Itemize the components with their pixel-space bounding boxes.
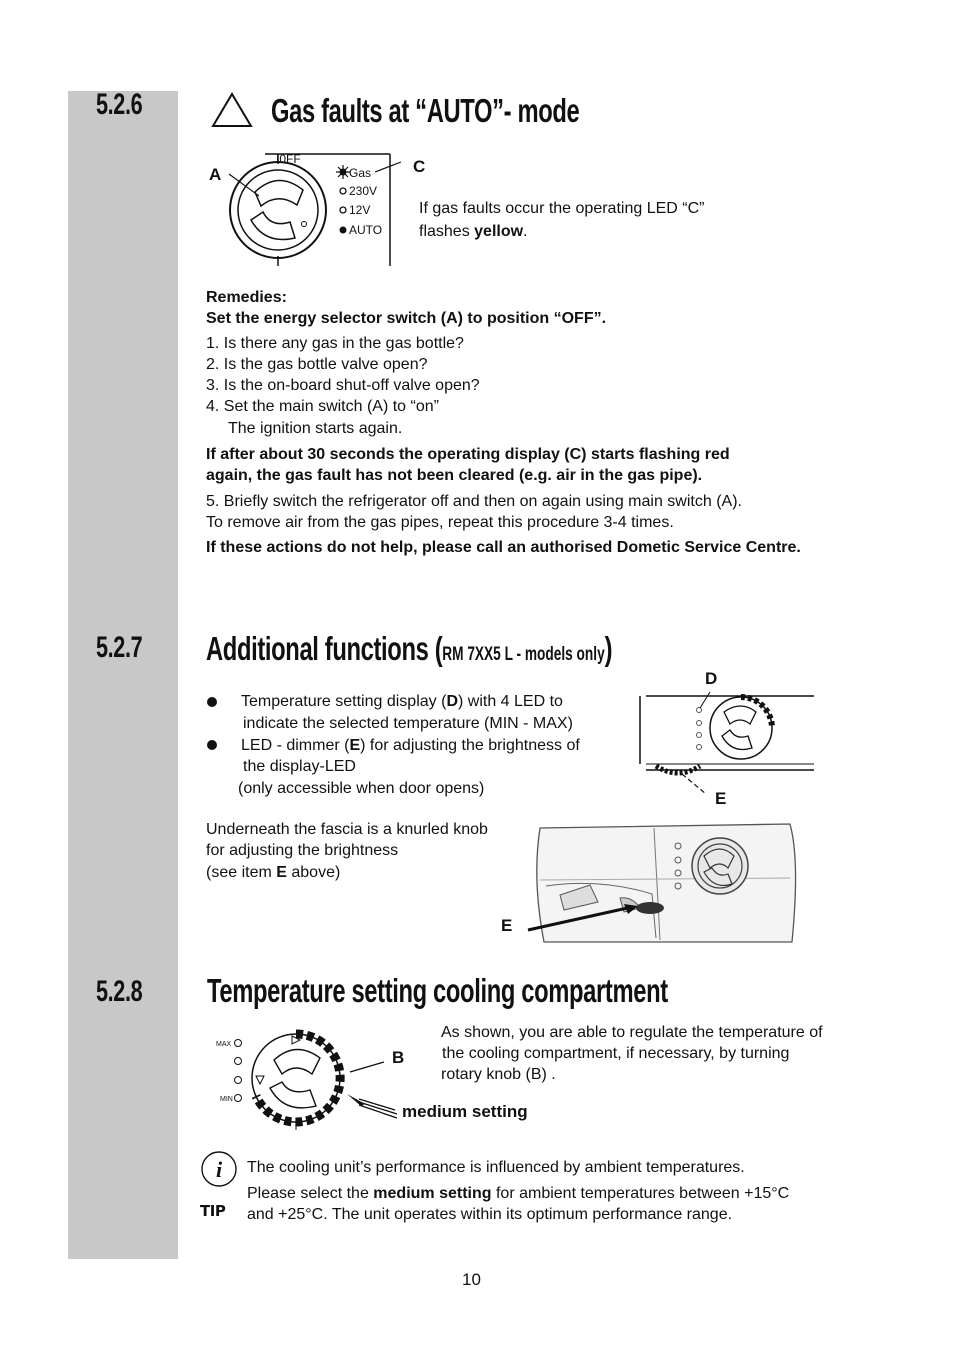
dial-desc-1: As shown, you are able to regulate the temperature of [441,1024,823,1041]
remedies-heading: Remedies: [206,289,287,306]
info-icon [200,1150,238,1188]
dial-desc-3: rotary knob (B) . [441,1066,556,1083]
led-text-2: flashes yellow. [419,223,528,240]
section-number-528: 5.2.8 [96,975,143,1008]
display-dimmer-diagram [638,690,818,795]
control-panel-diagram [205,150,435,270]
label-e-2: E [501,916,513,935]
section-number-527: 5.2.7 [96,631,143,664]
warning-triangle-icon [211,92,253,128]
warning-line-2: again, the gas fault has not been cleared (e.g. air in the gas pipe). [206,467,703,484]
step-5: 5. Briefly switch the refrigerator off and then on again using main switch (A). [206,493,742,510]
knob-text-1: Underneath the fascia is a knurled knob [206,821,488,838]
led-text-1: If gas faults occur the operating LED “C” [419,200,705,217]
warning-line-1: If after about 30 seconds the operating display (C) starts flashing red [206,446,730,463]
label-c: C [413,157,426,176]
dial-min-label: MIN [220,1096,233,1103]
bullet-2-line-2: the display-LED [243,758,356,775]
off-marker: I0FF [276,152,301,166]
section-title-527: Additional functions (RM 7XX5 L - models only) [206,630,613,667]
fascia-knob-illustration [520,820,805,950]
knob-text-3: (see item E above) [206,864,341,881]
step-5b: To remove air from the gas pipes, repeat this procedure 3-4 times. [206,514,674,531]
tip-text-2: Please select the medium setting for ambient temperatures between +15°C [247,1185,790,1202]
label-a: A [209,165,222,184]
v12-label: 12V [349,203,371,217]
step-4: 4. Set the main switch (A) to “on” [206,398,439,415]
bullet-dot-2 [207,740,217,750]
step-4-note: The ignition starts again. [228,420,403,437]
bullet-2-line-3: (only accessible when door opens) [238,780,485,797]
info-glyph: i [215,1157,223,1182]
medium-setting-arrow [345,1090,400,1120]
dial-max-label: MAX [216,1041,232,1048]
remedies-instruction: Set the energy selector switch (A) to position “OFF”. [206,310,607,327]
section-title-528: Temperature setting cooling compartment [207,972,668,1009]
tip-label: TIP [200,1202,226,1220]
auto-label: AUTO [349,223,383,237]
medium-setting-label: medium setting [402,1102,528,1121]
bullet-1-line-2: indicate the selected temperature (MIN - MAX) [243,715,573,732]
service-note: If these actions do not help, please call an authorised Dometic Service Centre. [206,539,801,556]
v230-label: 230V [349,184,378,198]
tip-text-1: The cooling unit’s performance is influenced by ambient temperatures. [247,1159,745,1176]
label-e: E [715,789,727,808]
grey-sidebar [68,91,178,1259]
bullet-1-text: Temperature setting display (D) with 4 LED to [241,693,563,710]
tip-text-3: and +25°C. The unit operates within its optimum performance range. [247,1206,733,1223]
knob-text-2: for adjusting the brightness [206,842,399,859]
step-3: 3. Is the on-board shut-off valve open? [206,377,480,394]
page-number: 10 [462,1270,481,1289]
bullet-dot-1 [207,697,217,707]
gas-label: Gas [349,166,372,180]
dial-desc-2: the cooling compartment, if necessary, by turning [442,1045,790,1062]
label-d: D [705,669,718,688]
section-number-526: 5.2.6 [96,88,143,121]
label-b: B [392,1048,405,1067]
step-2: 2. Is the gas bottle valve open? [206,356,428,373]
step-1: 1. Is there any gas in the gas bottle? [206,335,464,352]
bullet-2-text: LED - dimmer (E) for adjusting the brightness of [241,737,580,754]
section-title-526: Gas faults at “AUTO”- mode [271,92,580,129]
